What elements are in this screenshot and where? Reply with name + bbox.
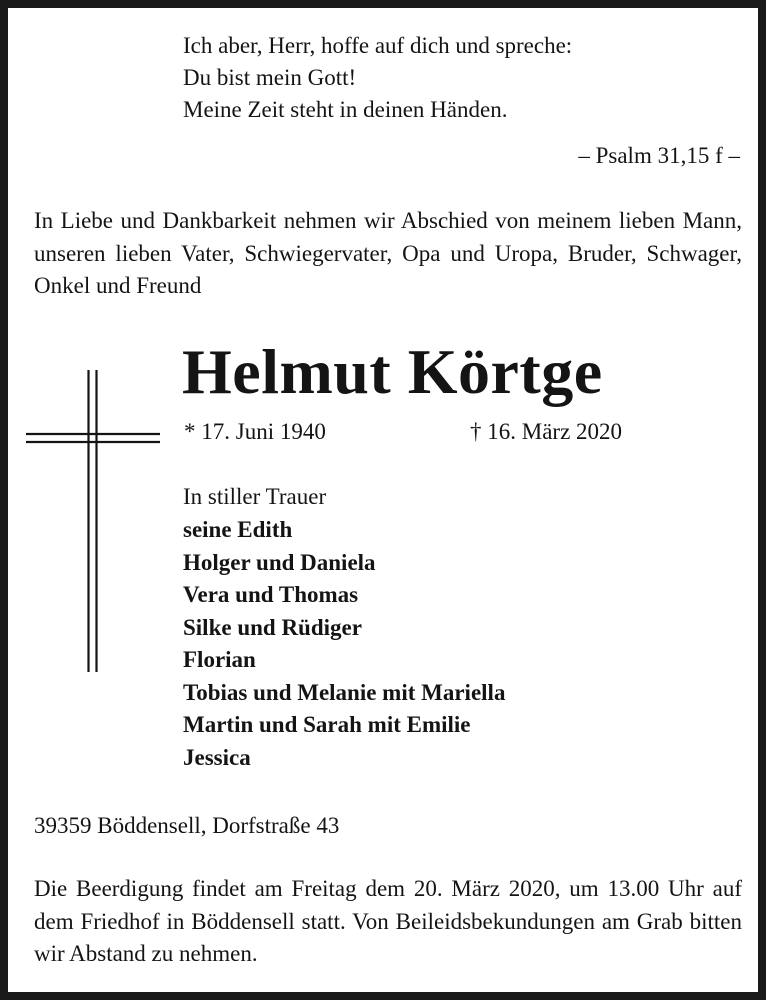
family-address: 39359 Böddensell, Dorfstraße 43 [34,813,340,838]
birth-date: * 17. Juni 1940 [184,419,326,444]
psalm-line: Ich aber, Herr, hoffe auf dich und spreche: [183,33,573,58]
deceased-name: Helmut Körtge [182,336,603,407]
psalm-line: Meine Zeit steht in deinen Händen. [183,97,508,122]
mourner-name: Holger und Daniela [183,549,376,575]
mourning-intro: In stiller Trauer [183,484,327,509]
mourner-name: Vera und Thomas [183,582,359,607]
mourner-name: Tobias und Melanie mit Mariella [183,679,506,705]
psalm-line: Du bist mein Gott! [183,65,357,90]
mourner-name: Jessica [183,744,251,770]
psalm-reference: – Psalm 31,15 f – [578,143,740,168]
double-line-cross-icon [26,370,160,672]
mourner-name: Martin und Sarah mit Emilie [183,712,471,737]
mourner-name: Florian [183,647,256,672]
funeral-notice: Die Beerdigung findet am Freitag dem 20. März 2020, um 13.00 Uhr auf dem Friedhof in Böddensell statt. Von Beileidsbekundungen am Grab bitten wir Abstand zu nehmen. [34,876,742,966]
psalm-quote [183,30,572,126]
mourner-name: Silke und Rüdiger [183,614,362,640]
obituary-notice [8,8,758,992]
farewell-intro: In Liebe und Dankbarkeit nehmen wir Abschied von meinem lieben Mann, unseren lieben Vater, Schwiegervater, Opa und Uropa, Bruder, Schwager, Onkel und Freund [34,208,742,298]
mourner-name: seine Edith [183,517,293,542]
death-date: † 16. März 2020 [470,419,623,444]
mourners-list [183,514,505,774]
